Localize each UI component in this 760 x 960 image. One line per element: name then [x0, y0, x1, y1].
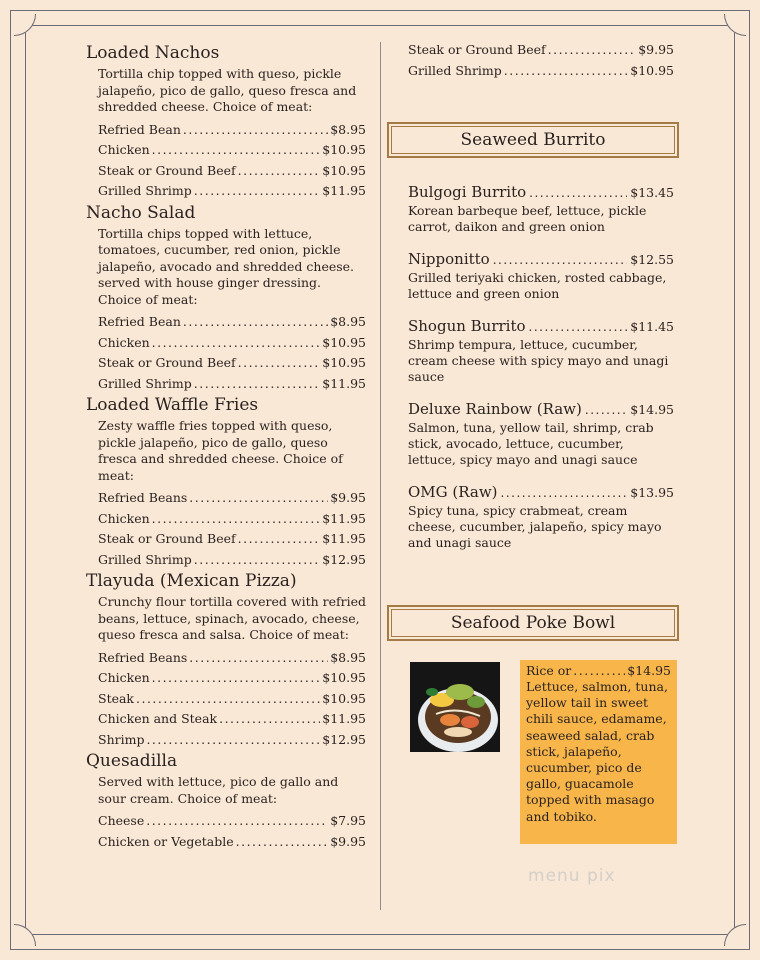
menu-item [98, 374, 366, 395]
item-name: Cheese [98, 813, 145, 828]
item-price: $11.95 [322, 375, 366, 391]
item-name: Steak or Ground Beef [408, 42, 546, 57]
seaweed-burrito-banner [387, 122, 679, 158]
menu-section [86, 202, 366, 395]
item-price: $10.95 [322, 334, 366, 350]
menu-section [86, 750, 366, 852]
poke-bowl-photo [410, 662, 500, 752]
item-price: $8.95 [330, 649, 366, 665]
item-price: $11.95 [322, 711, 366, 726]
banner-title: Seaweed Burrito [460, 130, 606, 150]
menu-item [98, 811, 366, 832]
menu-item [408, 316, 674, 385]
poke-bowl-illustration [410, 662, 500, 752]
item-price: $10.95 [630, 62, 674, 78]
menu-item [98, 140, 366, 161]
section-description: Tortilla chip topped with queso, pickle jalapeño, pico de gallo, queso fresca and shredded cheese. Choice of meat: [98, 66, 357, 114]
item-price: $12.95 [322, 731, 366, 747]
item-price: $7.95 [330, 813, 366, 828]
item-name: Chicken [98, 510, 150, 526]
left-column [86, 42, 366, 852]
menu-item [98, 529, 366, 550]
item-price: $13.45 [630, 185, 674, 200]
seaweed-burrito-list [408, 182, 674, 551]
item-price: $10.95 [322, 670, 366, 685]
section-description: Served with lettuce, pico de gallo and sour cream. Choice of meat: [98, 774, 339, 806]
item-name: Chicken or Vegetable [98, 833, 234, 849]
section-description: Zesty waffle fries topped with queso, pickle jalapeño, pico de gallo, queso fresca and shredded cheese. Choice of meat: [98, 418, 343, 483]
menu-item [98, 730, 366, 751]
section-title: Tlayuda (Mexican Pizza) [86, 571, 297, 591]
item-name: Grilled Shrimp [98, 183, 192, 198]
menu-item [98, 648, 366, 669]
menu-item [98, 312, 366, 333]
section-description: Tortilla chips topped with lettuce, tomatoes, cucumber, red onion, pickle jalapeño, avocado and shredded cheese. served with house ginger dressing. Choice of meat: [98, 225, 355, 307]
menu-item [98, 832, 366, 853]
item-name: OMG (Raw) [408, 483, 498, 501]
item-name: Chicken [98, 334, 150, 350]
menu-item [98, 353, 366, 374]
item-price: $10.95 [322, 142, 366, 157]
item-price: $11.95 [322, 531, 366, 546]
item-name: Grilled Shrimp [98, 551, 192, 567]
item-description: Lettuce, salmon, tuna, yellow tail in sweet chili sauce, edamame, seaweed salad, crab stick, jalapeño, cucumber, pico de gallo, guacamole topped with masago and tobiko. [526, 679, 668, 824]
menu-item [408, 399, 674, 468]
banner-title: Seafood Poke Bowl [450, 613, 616, 633]
item-price: $14.95 [630, 402, 674, 417]
menu-section [86, 394, 366, 570]
item-description: Shrimp tempura, lettuce, cucumber, cream cheese with spicy mayo and unagi sauce [408, 337, 669, 384]
item-name: Deluxe Rainbow (Raw) [408, 400, 582, 418]
menu-item [98, 333, 366, 354]
section-description: Crunchy flour tortilla covered with refried beans, lettuce, spinach, avocado, cheese, queso fresca and salsa. Choice of meat: [98, 594, 367, 642]
item-price: $10.95 [322, 690, 366, 706]
item-price: $12.55 [630, 252, 674, 267]
item-name: Chicken and Steak [98, 711, 218, 726]
item-name: Steak or Ground Beef [98, 355, 236, 370]
menu-item [526, 662, 671, 679]
item-description: Grilled teriyaki chicken, rosted cabbage, lettuce and green onion [408, 270, 667, 301]
menu-item [408, 182, 674, 235]
item-name: Shrimp [98, 731, 145, 747]
menu-section [86, 570, 366, 750]
item-price: $9.95 [638, 42, 674, 57]
section-title: Quesadilla [86, 751, 178, 771]
item-price: $8.95 [330, 314, 366, 329]
item-price: $10.95 [322, 162, 366, 178]
item-name: Steak or Ground Beef [98, 531, 236, 546]
menu-item [98, 550, 366, 571]
menu-item [98, 668, 366, 689]
item-name: Shogun Burrito [408, 317, 526, 335]
menu-item [408, 61, 674, 82]
item-description: Spicy tuna, spicy crabmeat, cream cheese, cucumber, jalapeño, spicy mayo and unagi sauce [408, 503, 662, 550]
menu-section [86, 42, 366, 202]
item-name: Rice or [526, 663, 572, 678]
item-name: Refried Bean [98, 121, 181, 137]
item-name: Chicken [98, 142, 150, 157]
menu-item [408, 482, 674, 551]
column-divider [380, 42, 381, 910]
poke-bowl-details [520, 660, 677, 844]
menu-item [98, 488, 366, 509]
item-price: $8.95 [330, 121, 366, 137]
item-name: Refried Bean [98, 314, 181, 329]
item-name: Grilled Shrimp [408, 62, 502, 78]
section-title: Loaded Waffle Fries [86, 395, 259, 415]
menu-item [98, 509, 366, 530]
watermark: menu pix [528, 866, 616, 886]
item-name: Bulgogi Burrito [408, 183, 527, 201]
item-name: Grilled Shrimp [98, 375, 192, 391]
item-price: $11.95 [322, 183, 366, 198]
menu-item [408, 249, 674, 302]
menu-item [98, 689, 366, 710]
item-name: Steak [98, 690, 135, 706]
item-description: Salmon, tuna, yellow tail, shrimp, crab stick, avocado, lettuce, cucumber, lettuce, spicy mayo and unagi sauce [408, 420, 654, 467]
item-name: Refried Beans [98, 649, 188, 665]
menu-item [98, 161, 366, 182]
item-name: Steak or Ground Beef [98, 162, 236, 178]
item-price: $9.95 [330, 490, 366, 505]
item-description: Korean barbeque beef, lettuce, pickle carrot, daikon and green onion [408, 203, 647, 234]
item-price: $11.95 [322, 510, 366, 526]
menu-item [98, 120, 366, 141]
item-price: $11.45 [630, 319, 674, 334]
menu-item [98, 709, 366, 730]
item-name: Chicken [98, 670, 150, 685]
item-name: Nipponitto [408, 250, 490, 268]
right-column [408, 40, 674, 81]
menu-item [408, 40, 674, 61]
menu-item [98, 181, 366, 202]
item-name: Refried Beans [98, 490, 188, 505]
poke-bowl-banner [387, 605, 679, 641]
section-title: Nacho Salad [86, 202, 196, 223]
item-price: $10.95 [322, 355, 366, 370]
item-price: $9.95 [330, 833, 366, 849]
item-price: $13.95 [630, 485, 674, 500]
section-title: Loaded Nachos [86, 43, 220, 63]
item-price: $12.95 [322, 551, 366, 567]
item-price: $14.95 [627, 663, 671, 678]
